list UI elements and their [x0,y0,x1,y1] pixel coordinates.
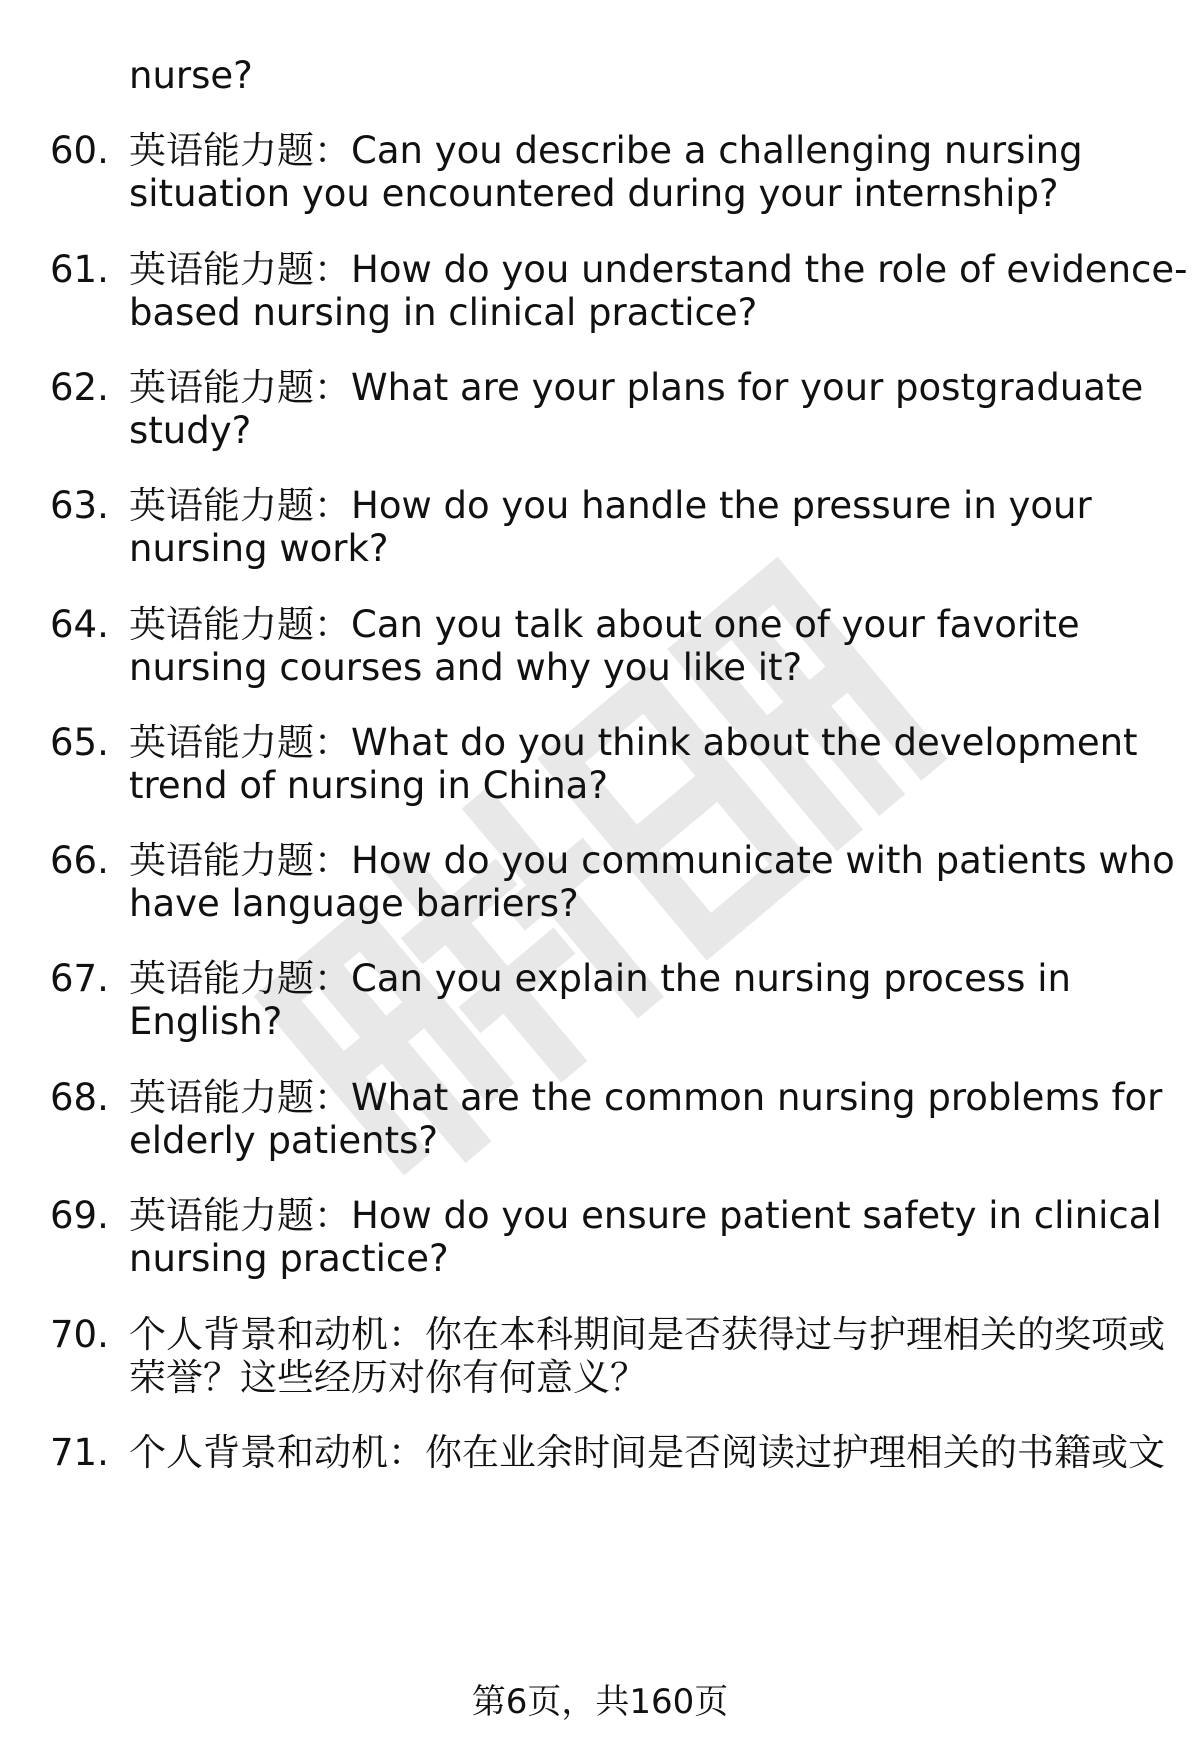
question-text-line: 英语能力题：How do you ensure patient safety in clinical [129,1194,1162,1237]
question-number: 65. [50,721,109,764]
question-text-line: 荣誉？这些经历对你有何意义？ [129,1356,647,1399]
question-text-line: have language barriers? [129,882,579,925]
question-text-line: situation you encountered during your internship? [129,172,1059,215]
question-number: 66. [50,839,109,882]
question-text-line: study? [129,409,252,452]
question-text-line: 英语能力题：How do you communicate with patients who [129,839,1175,882]
question-text-line: 英语能力题：How do you understand the role of evidence- [129,248,1188,291]
question-text-line: 个人背景和动机：你在业余时间是否阅读过护理相关的书籍或文 [129,1431,1165,1474]
question-text-line: nursing work? [129,527,389,570]
question-text-line: 个人背景和动机：你在本科期间是否获得过与护理相关的奖项或 [129,1313,1165,1356]
question-number: 63. [50,484,109,527]
page-footer: 第6页，共160页 [471,1682,729,1722]
question-text-line: English? [129,1000,283,1043]
question-text-line: 英语能力题：Can you describe a challenging nursing [129,129,1083,172]
question-text-line: nursing courses and why you like it? [129,646,803,689]
question-number: 62. [50,366,109,409]
question-text-line: 英语能力题：How do you handle the pressure in your [129,484,1092,527]
question-text-line: 英语能力题：Can you explain the nursing process in [129,957,1071,1000]
question-text-line: 英语能力题：What do you think about the development [129,721,1138,764]
question-text-line: trend of nursing in China? [129,764,608,807]
question-number: 71. [50,1431,109,1474]
question-text-line: 英语能力题：Can you talk about one of your favorite [129,603,1080,646]
question-number: 69. [50,1194,109,1237]
question-number: 70. [50,1313,109,1356]
continuation-line: nurse? [129,54,253,97]
question-text-line: elderly patients? [129,1119,439,1162]
question-text-line: nursing practice? [129,1237,449,1280]
question-text-line: 英语能力题：What are your plans for your postgraduate [129,366,1144,409]
question-text-line: 英语能力题：What are the common nursing problems for [129,1076,1163,1119]
question-number: 67. [50,957,109,1000]
question-text-line: based nursing in clinical practice? [129,291,758,334]
question-number: 68. [50,1076,109,1119]
question-number: 60. [50,129,109,172]
question-number: 61. [50,248,109,291]
question-number: 64. [50,603,109,646]
